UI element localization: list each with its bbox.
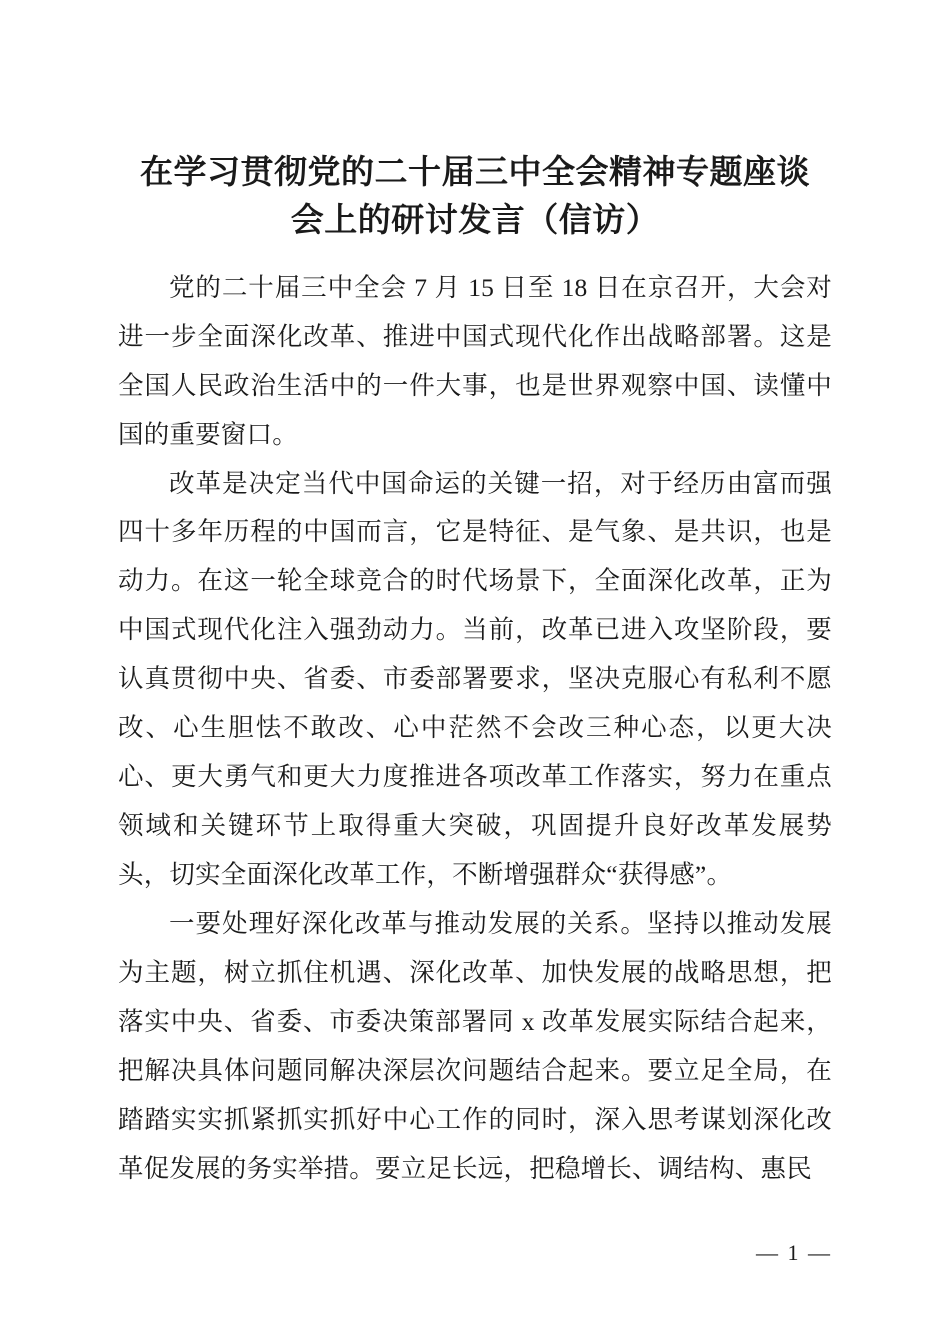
page-title: 在学习贯彻党的二十届三中全会精神专题座谈会上的研讨发言（信访）: [140, 155, 810, 239]
paragraph-2: 改革是决定当代中国命运的关键一招，对于经历由富而强四十多年历程的中国而言，它是特征、是气象、是共识，也是动力。在这一轮全球竞合的时代场景下，全面深化改革，正为中国式现代化注入强劲动力。当前，改革已进入攻坚阶段，要认真贯彻中央、省委、市委部署要求，坚决克服心有私利不愿改、心生胆怯不敢改、心中茫然不会改三种心态，以更大决心、更大勇气和更大力度推进各项改革工作落实，努力在重点领域和关键环节上取得重大突破，巩固提升良好改革发展势头，切实全面深化改革工作，不断增强群众“获得感”。: [118, 468, 832, 890]
paragraph-3: 一要处理好深化改革与推动发展的关系。坚持以推动发展为主题，树立抓住机遇、深化改革、加快发展的战略思想，把落实中央、省委、市委决策部署同 x 改革发展实际结合起来，把解决具体问题同解决深层次问题结合起来。要立足全局，在踏踏实实抓紧抓实抓好中心工作的同时，深入思考谋划深化改革促发展的务实举措。要立足长远，把稳增长、调结构、惠民: [118, 909, 832, 1183]
paragraph-1: 党的二十届三中全会 7 月 15 日至 18 日在京召开，大会对进一步全面深化改革、推进中国式现代化作出战略部署。这是全国人民政治生活中的一件大事，也是世界观察中国、读懂中国的重要窗口。: [118, 272, 832, 449]
page-number: — 1 —: [756, 1240, 832, 1265]
